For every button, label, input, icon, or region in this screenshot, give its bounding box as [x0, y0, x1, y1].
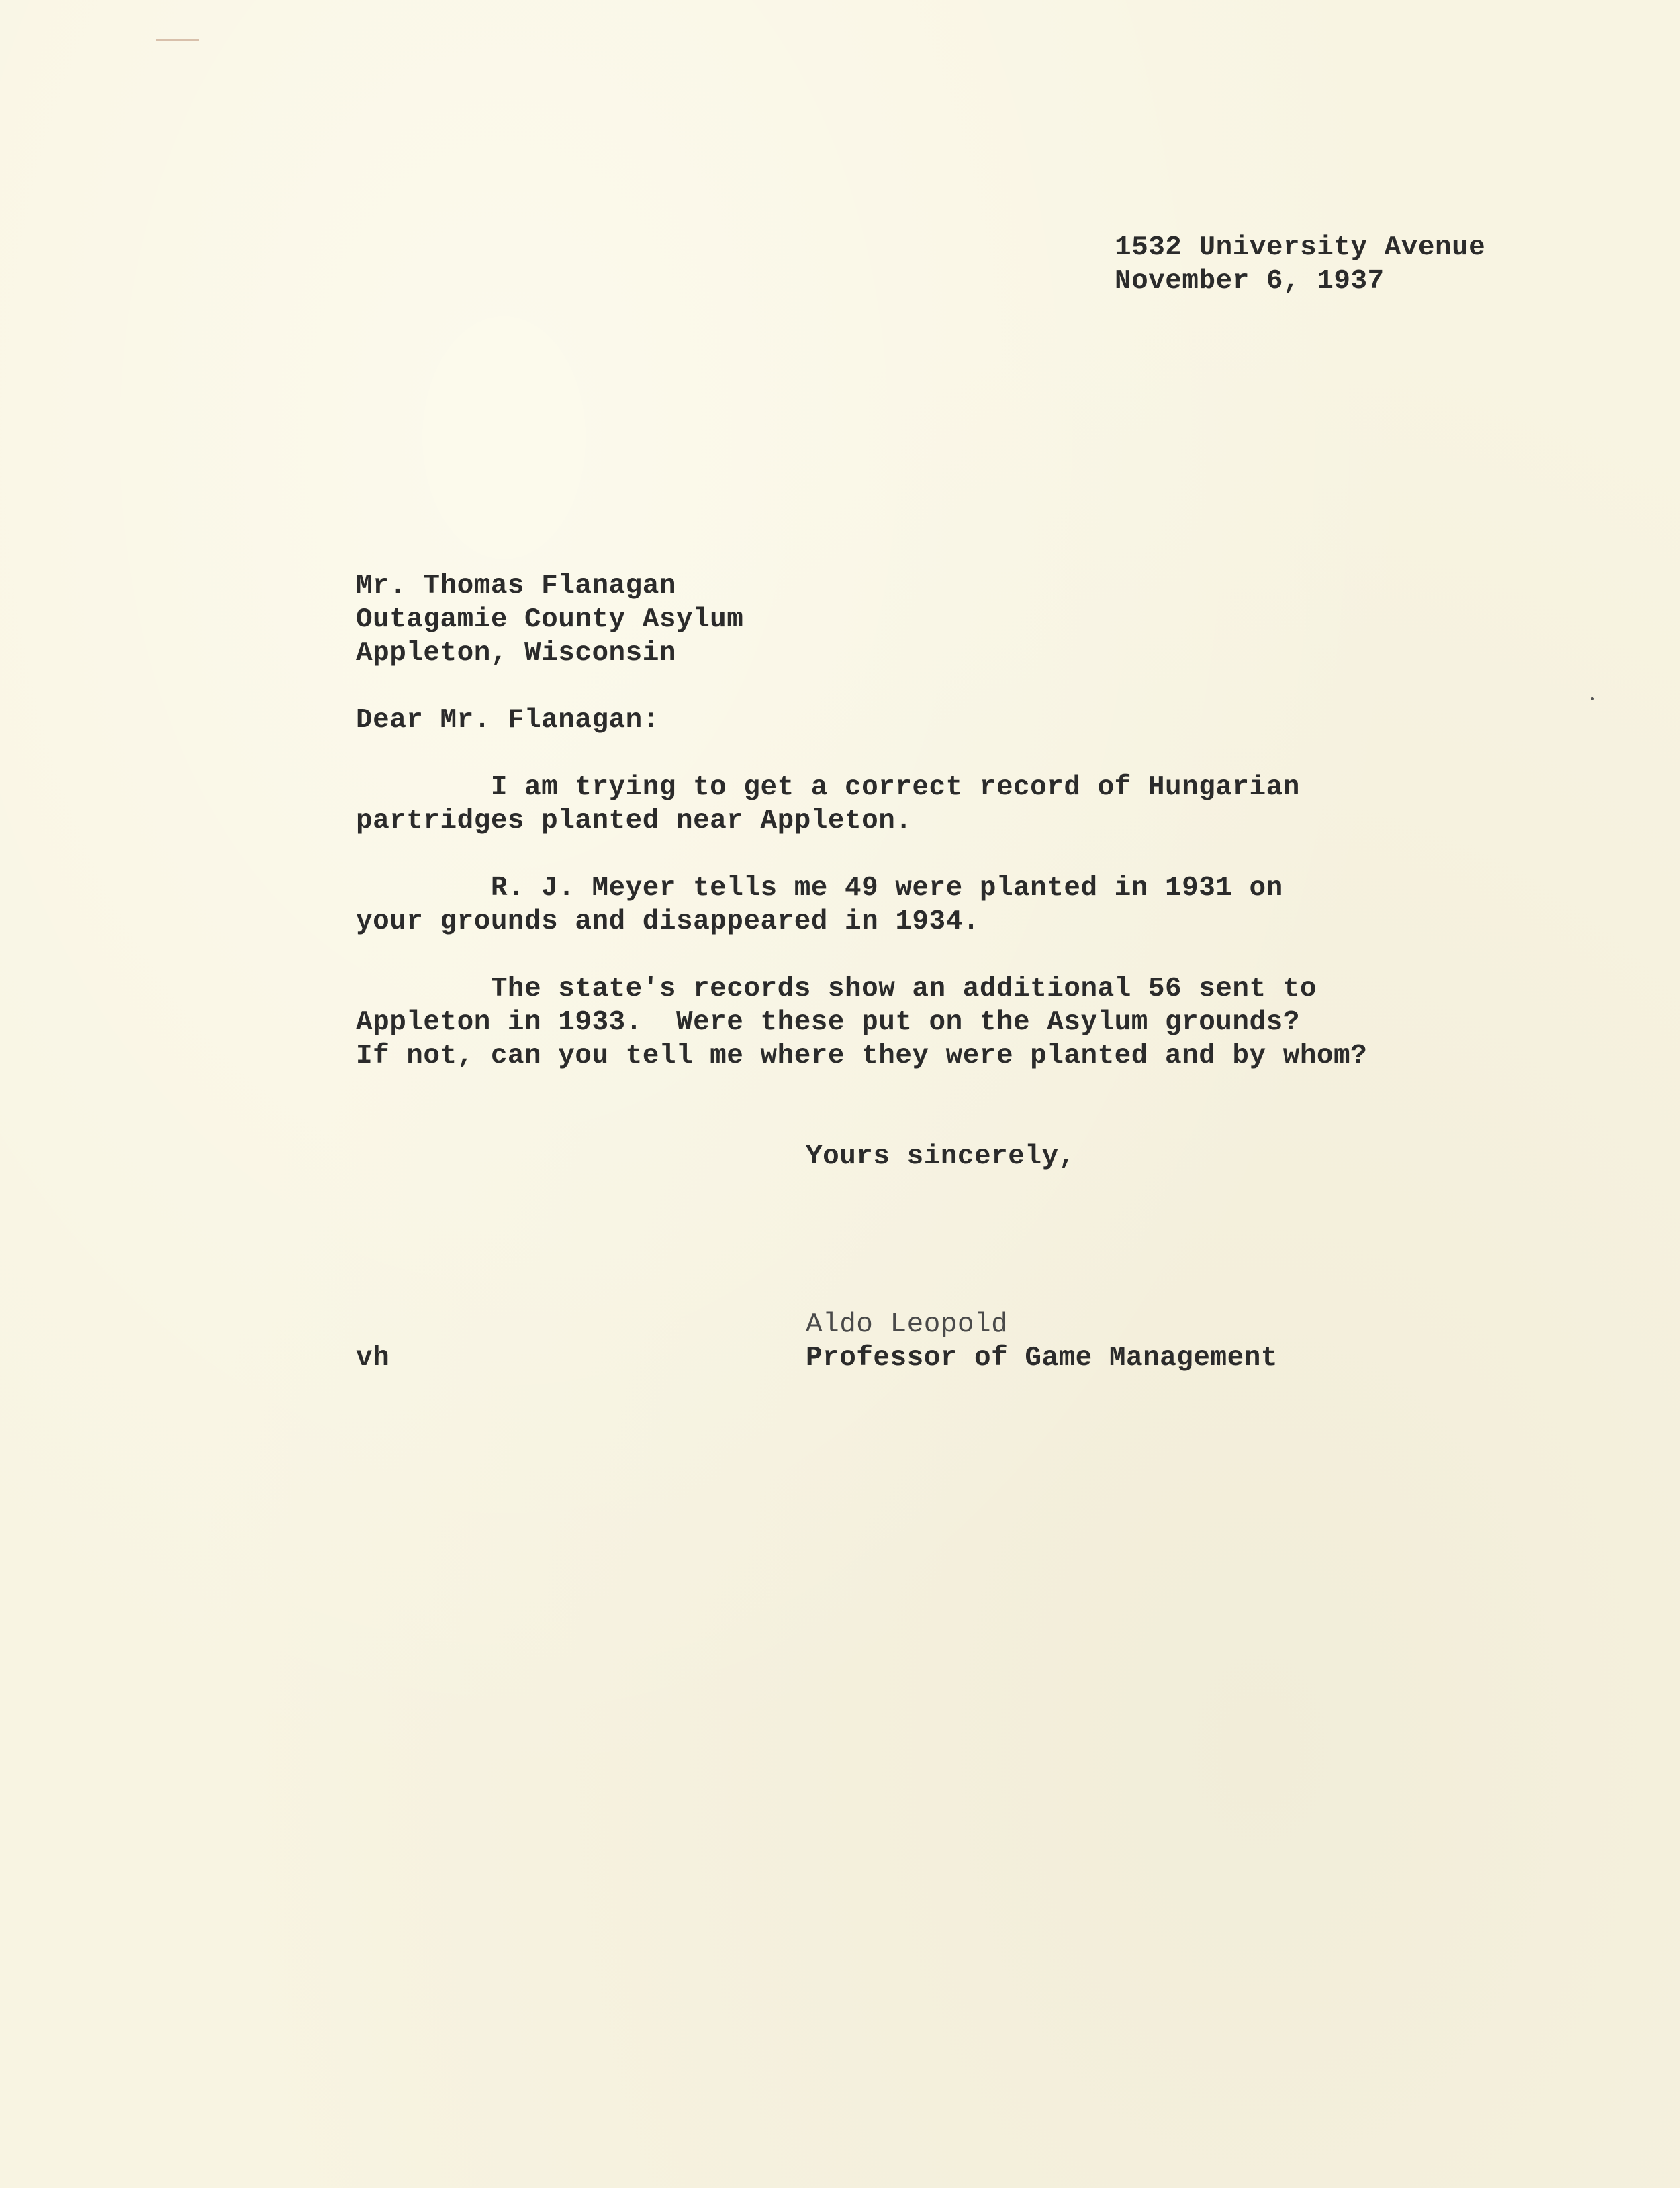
sender-address: 1532 University Avenue [1115, 232, 1486, 263]
recipient-location: Appleton, Wisconsin [356, 638, 676, 669]
paragraph-2-line-2: your grounds and disappeared in 1934. [356, 906, 980, 937]
letter-date: November 6, 1937 [1115, 266, 1385, 297]
paper-speck [1591, 697, 1594, 700]
closing: Yours sincerely, [806, 1141, 1076, 1172]
recipient-name: Mr. Thomas Flanagan [356, 571, 676, 602]
recipient-organization: Outagamie County Asylum [356, 604, 744, 635]
paragraph-1-line-2: partridges planted near Appleton. [356, 806, 913, 837]
signature-title: Professor of Game Management [806, 1343, 1278, 1374]
paper-mark [156, 39, 199, 41]
paragraph-2-line-1: R. J. Meyer tells me 49 were planted in 1931 on [356, 873, 1283, 904]
paragraph-3-line-1: The state's records show an additional 56 sent to [356, 973, 1317, 1004]
paragraph-3-line-3: If not, can you tell me where they were planted and by whom? [356, 1041, 1368, 1072]
salutation: Dear Mr. Flanagan: [356, 705, 659, 736]
paragraph-3-line-2: Appleton in 1933. Were these put on the Asylum grounds? [356, 1007, 1300, 1038]
signature-name: Aldo Leopold [806, 1309, 1009, 1340]
paragraph-1-line-1: I am trying to get a correct record of Hungarian [356, 772, 1300, 803]
typist-initials: vh [356, 1343, 390, 1374]
